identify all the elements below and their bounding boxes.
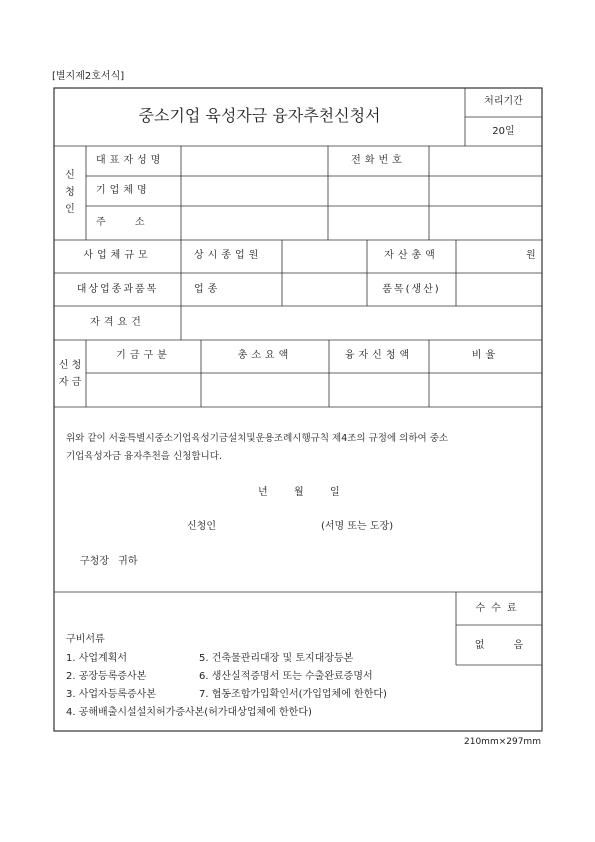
employees-label: 상시종업원 bbox=[194, 250, 263, 261]
assets-unit: 원 bbox=[526, 250, 536, 261]
applicant-sign-label: 신청인 bbox=[187, 521, 216, 532]
applicant-label-1: 신 bbox=[65, 170, 75, 181]
rep-name-label: 대표자성명 bbox=[96, 155, 165, 166]
total-assets-field[interactable] bbox=[457, 241, 523, 272]
processing-period-value: 20일 bbox=[492, 126, 515, 137]
applicant-label-3: 인 bbox=[65, 204, 75, 215]
document-item: 6. 생산실적증명서 또는 수출완료증명서 bbox=[199, 671, 373, 682]
qualifications-label: 자격요건 bbox=[90, 317, 145, 328]
applicant-signature-field[interactable] bbox=[222, 516, 318, 536]
statement-line-2: 기업육성자금 융자추천을 신청합니다. bbox=[66, 451, 222, 462]
signature-note: (서명 또는 도장) bbox=[321, 521, 394, 532]
processing-period-label: 처리기간 bbox=[484, 96, 523, 107]
document-item: 1. 사업계획서 bbox=[66, 653, 128, 664]
paper-size: 210mm×297mm bbox=[464, 737, 541, 747]
form-number-label: [별지제2호서식] bbox=[52, 71, 125, 82]
company-name-label: 기업체명 bbox=[96, 185, 151, 196]
business-scale-label: 사업체규모 bbox=[83, 250, 152, 261]
fee-value: 없 음 bbox=[474, 640, 524, 651]
form-title: 중소기업 육성자금 융자추천신청서 bbox=[138, 106, 381, 125]
industry-items-label: 대상업종과품목 bbox=[76, 284, 159, 295]
items-production-label: 품목(생산) bbox=[382, 284, 441, 295]
document-item: 7. 협동조합가입확인서(가입업체에 한한다) bbox=[199, 689, 387, 700]
date-year-label: 년 bbox=[258, 487, 268, 498]
fund-type-header: 기금구분 bbox=[116, 350, 171, 361]
applicant-label-2: 청 bbox=[65, 187, 75, 198]
statement-line-1: 위와 같이 서울특별시중소기업육성기금설치및운용조례시행규칙 제4조의 규정에 의하여 중소 bbox=[66, 433, 449, 444]
ratio-field[interactable] bbox=[430, 374, 541, 406]
loan-amount-field[interactable] bbox=[330, 374, 428, 406]
phone-label: 전화번호 bbox=[351, 155, 406, 166]
items-field[interactable] bbox=[457, 274, 541, 305]
fee-label: 수수료 bbox=[475, 603, 523, 614]
company-name-field[interactable] bbox=[182, 177, 327, 205]
total-assets-label: 자산총액 bbox=[384, 250, 439, 261]
date-day-label: 일 bbox=[330, 487, 340, 498]
address-label: 주 소 bbox=[96, 217, 145, 228]
phone-field[interactable] bbox=[430, 147, 541, 175]
qualifications-field[interactable] bbox=[182, 307, 541, 339]
industry-label: 업종 bbox=[194, 284, 222, 295]
rep-name-field[interactable] bbox=[182, 147, 327, 175]
addressee: 구청장 귀하 bbox=[80, 556, 138, 567]
document-item: 2. 공장등록증사본 bbox=[66, 671, 147, 682]
documents-title: 구비서류 bbox=[66, 634, 105, 645]
ratio-header: 비율 bbox=[471, 350, 500, 361]
fund-type-field[interactable] bbox=[87, 374, 200, 406]
fund-label-1: 신 청 bbox=[58, 360, 82, 371]
total-required-header: 총소요액 bbox=[237, 350, 293, 361]
date-month-label: 월 bbox=[294, 487, 304, 498]
industry-field[interactable] bbox=[283, 274, 366, 305]
document-item: 5. 건축물관리대장 및 토지대장등본 bbox=[199, 653, 354, 664]
document-item: 3. 사업자등록증사본 bbox=[66, 689, 156, 700]
loan-amount-header: 융자신청액 bbox=[344, 350, 414, 361]
document-item: 4. 공해배출시설설치허가증사본(허가대상업체에 한한다) bbox=[66, 707, 312, 718]
fund-label-2: 자 금 bbox=[58, 377, 82, 388]
employees-field[interactable] bbox=[283, 241, 366, 272]
address-field[interactable] bbox=[182, 207, 327, 239]
total-required-field[interactable] bbox=[202, 374, 328, 406]
